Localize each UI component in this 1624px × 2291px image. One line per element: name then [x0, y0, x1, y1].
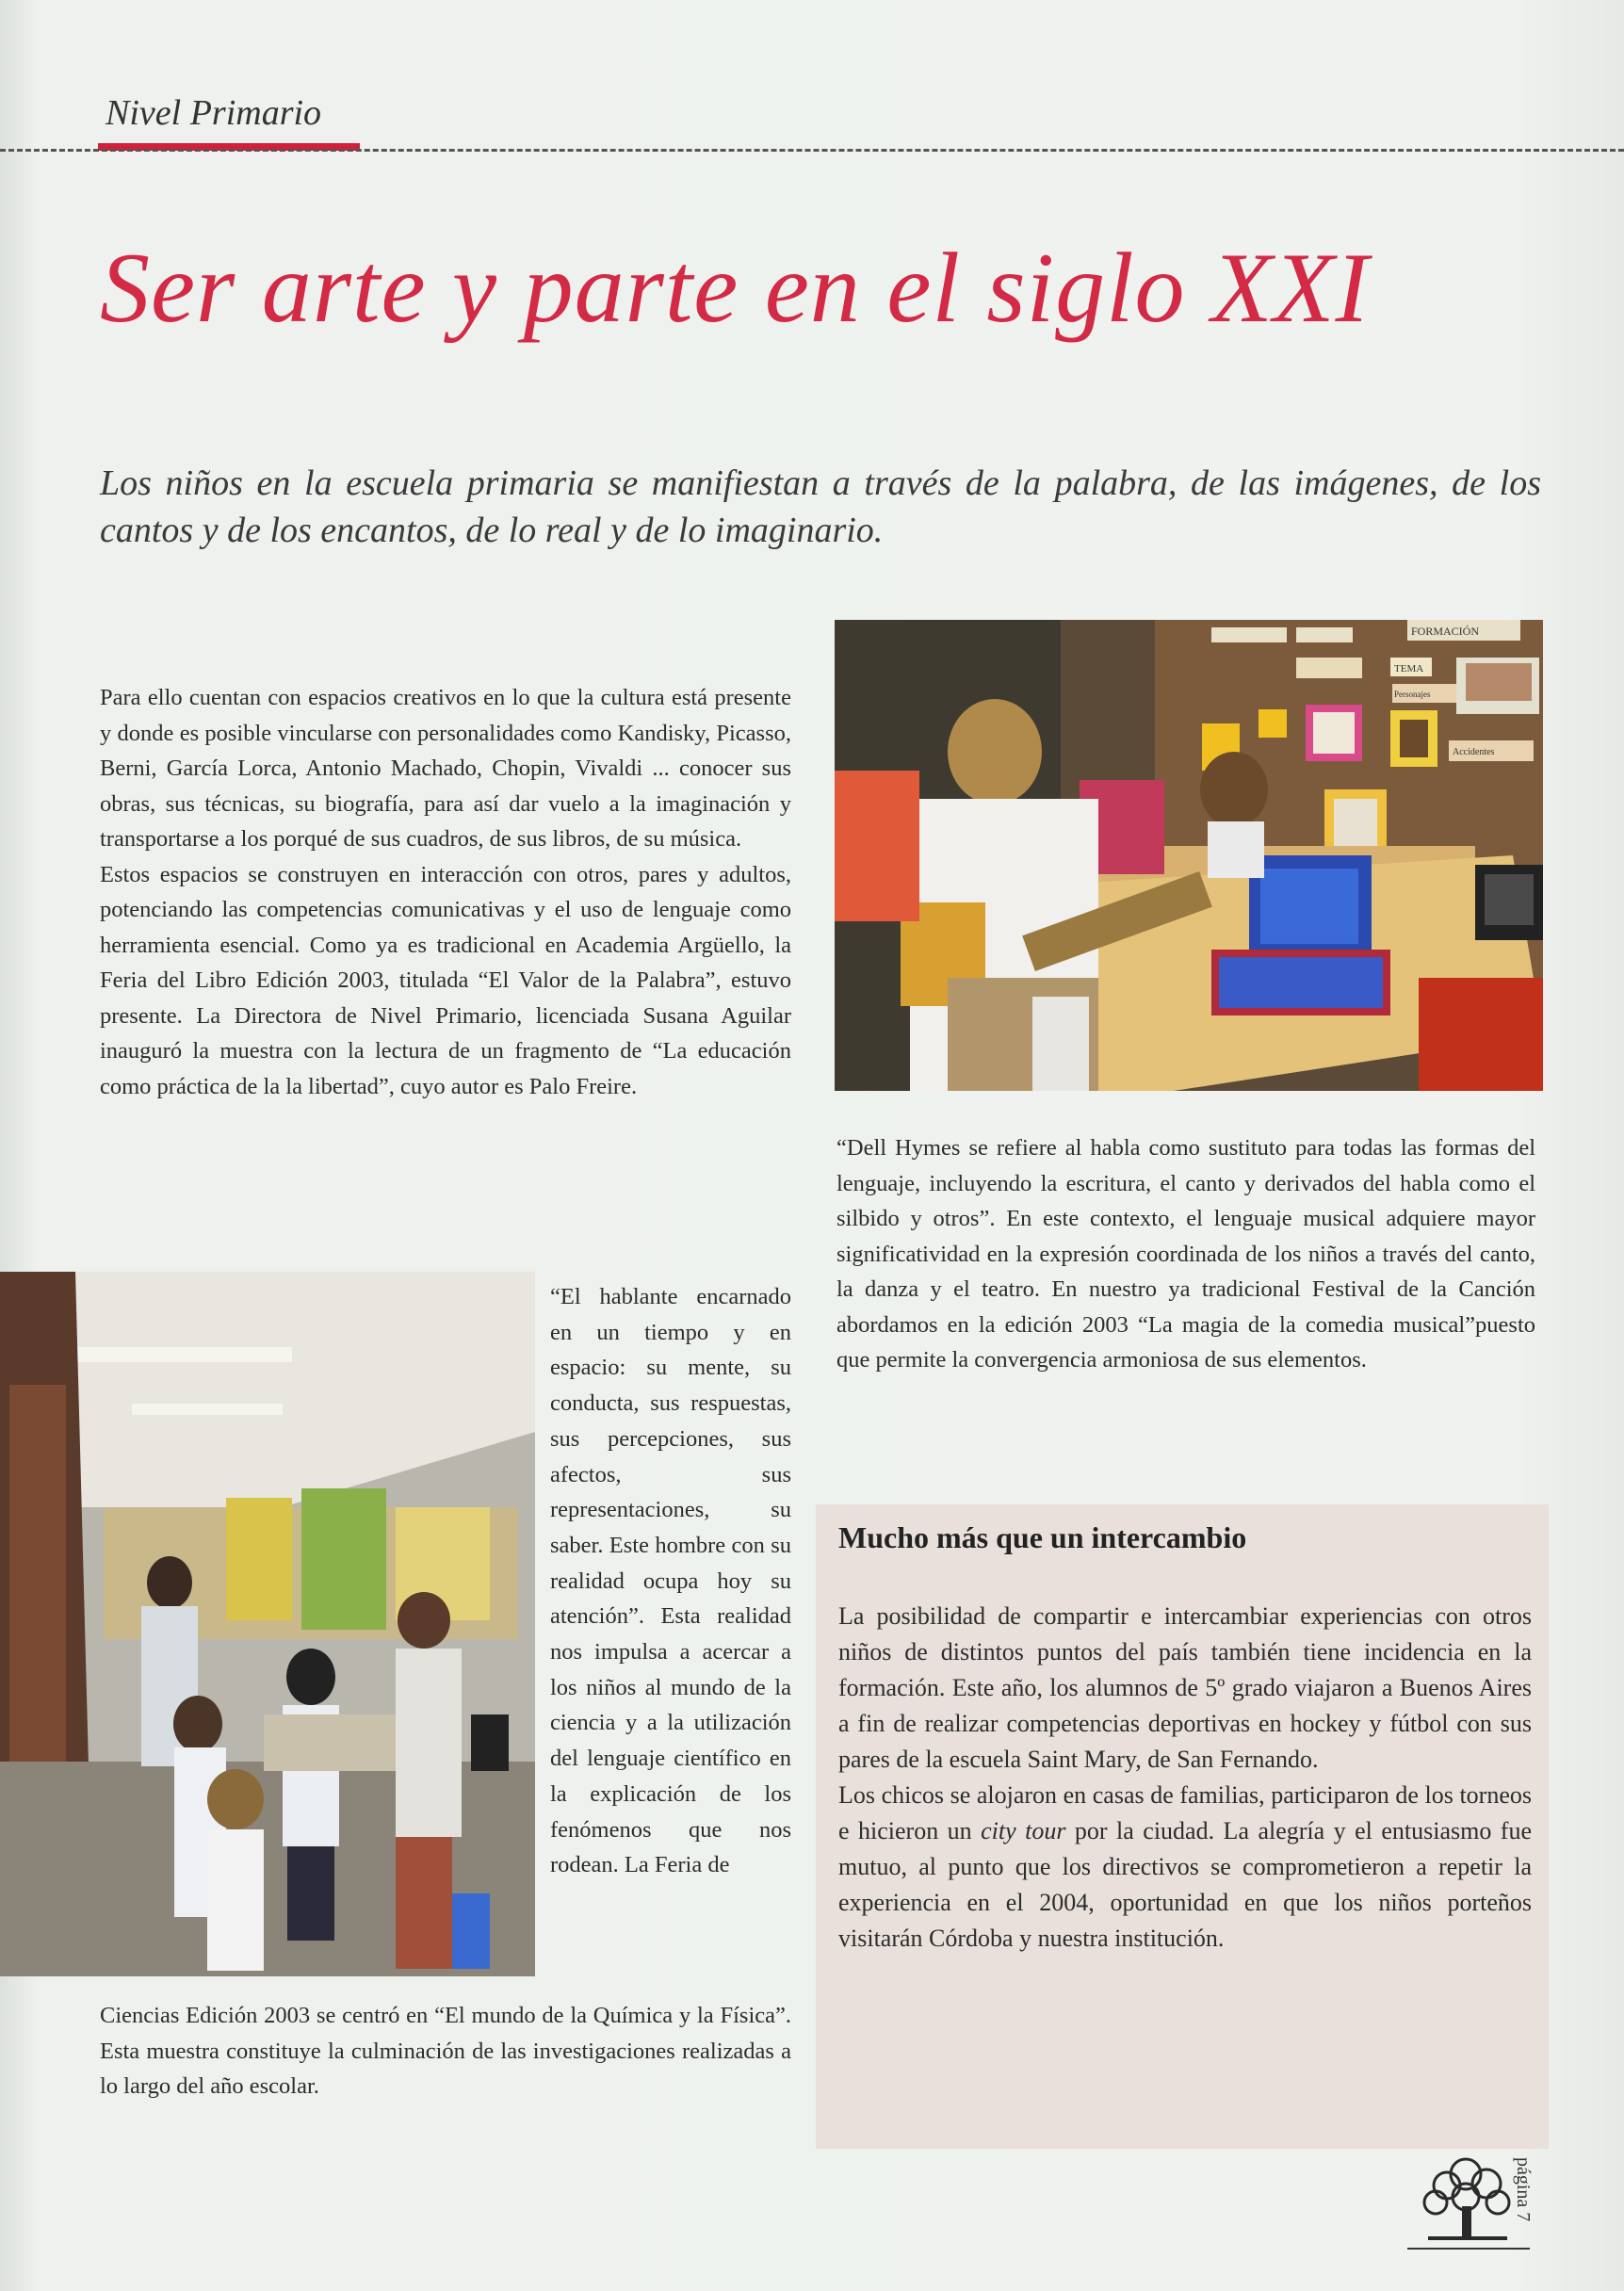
- left-paragraph-end: Ciencias Edición 2003 se centró en “El mundo de la Química y la Física”. Esta muestra constituye la culminación de las investigaciones realizadas a lo largo del año escolar.: [100, 2003, 791, 2099]
- page-title: Ser arte y parte en el siglo XXI: [100, 233, 1370, 343]
- wrap-text-column: “El hablante encarnado en un tiempo y en espacio: su mente, su conducta, sus respuestas, sus percepciones, sus afectos, sus representaciones, su saber. Este hombre con su realidad ocupa hoy su atención”. Esta realidad nos impulsa a acercar a los niños al mundo de la ciencia y a la utilización del lenguaje científico en la explicación de los fenómenos que nos rodean. La Feria de: [550, 1284, 791, 1878]
- tree-logo-icon: [1409, 2153, 1524, 2244]
- sign-formacion: FORMACIÓN: [1411, 625, 1480, 638]
- right-column-paragraph: “Dell Hymes se refiere al habla como sustituto para todas las formas del lenguaje, incluyendo la escritura, el canto y derivados del habla como el silbido y otros”. En este contexto, el lenguaje musical adquiere mayor significatividad en la expresión coordinada de los niños a través del canto, la danza y el teatro. En nuestro ya tradicional Festival de la Canción abordamos en la edición 2003 “La magia de la comedia musical”puesto que permite la convergencia armoniosa de sus elementos.: [836, 1135, 1535, 1373]
- photo-science-fair: [0, 1272, 535, 1976]
- article-subtitle: Los niños en la escuela primaria se manifiestan a través de la palabra, de las imágenes, de los cantos y de los encantos, de lo real y de lo imaginario.: [100, 463, 1541, 550]
- sign-tema: TEMA: [1394, 663, 1424, 674]
- city-tour-italic: city tour: [981, 1817, 1066, 1844]
- sidebar-paragraph-2: [838, 1778, 1532, 1957]
- sidebar-box-title: Mucho más que un intercambio: [838, 1520, 1247, 1554]
- sign-accidentes: Accidentes: [1453, 747, 1495, 757]
- page-number: página 7: [1513, 2157, 1534, 2222]
- left-paragraph-1: Para ello cuentan con espacios creativos en lo que la cultura está presente y donde es posible vincularse con personalidades como Kandisky, Picasso, Berni, García Lorca, Antonio Machado, Chopin, Vivaldi ... conocer sus obras, sus técnicas, su biografía, para así dar vuelo a la imaginación y transportarse a los porqué de sus cuadros, de sus libros, de su música.: [100, 685, 791, 852]
- footer-rule: [1407, 2248, 1530, 2250]
- left-column: [100, 680, 791, 1104]
- sidebar-box-text: [838, 1599, 1532, 1957]
- left-paragraph-2: Estos espacios se construyen en interacción con otros, pares y adultos, potenciando las competencias comunicativas y el uso de lenguaje como herramienta esencial. Como ya es tradicional en Academia Argüello, la Feria del Libro Edición 2003, titulada “El Valor de la Palabra”, estuvo presente. La Directora de Nivel Primario, licenciada Susana Aguilar inauguró la muestra con la lectura de un fragmento de “La educación como práctica de la la libertad”, cuyo autor es Palo Freire.: [100, 861, 791, 1099]
- dashed-divider: [0, 149, 1624, 152]
- sign-personajes: Personajes: [1394, 690, 1431, 699]
- sidebar-paragraph-2-start: Los chicos se alojaron en casas de familias, participaron de los torneos e hicieron un: [838, 1781, 1532, 1844]
- section-label: Nivel Primario: [106, 93, 322, 133]
- photo-book-fair: [835, 620, 1543, 1091]
- sidebar-paragraph-2-end: por la ciudad. La alegría y el entusiasmo fue mutuo, al punto que los directivos se comprometieron a repetir la experiencia en el 2004, oportunidad en que los niños porteños visitarán Córdoba y nuestra institución.: [838, 1817, 1532, 1952]
- sidebar-paragraph-1: La posibilidad de compartir e intercambiar experiencias con otros niños de distintos puntos del país también tiene incidencia en la formación. Este año, los alumnos de 5º grado viajaron a Buenos Aires a fin de realizar competencias deportivas en hockey y fútbol con sus pares de la escuela Saint Mary, de San Fernando.: [838, 1602, 1532, 1773]
